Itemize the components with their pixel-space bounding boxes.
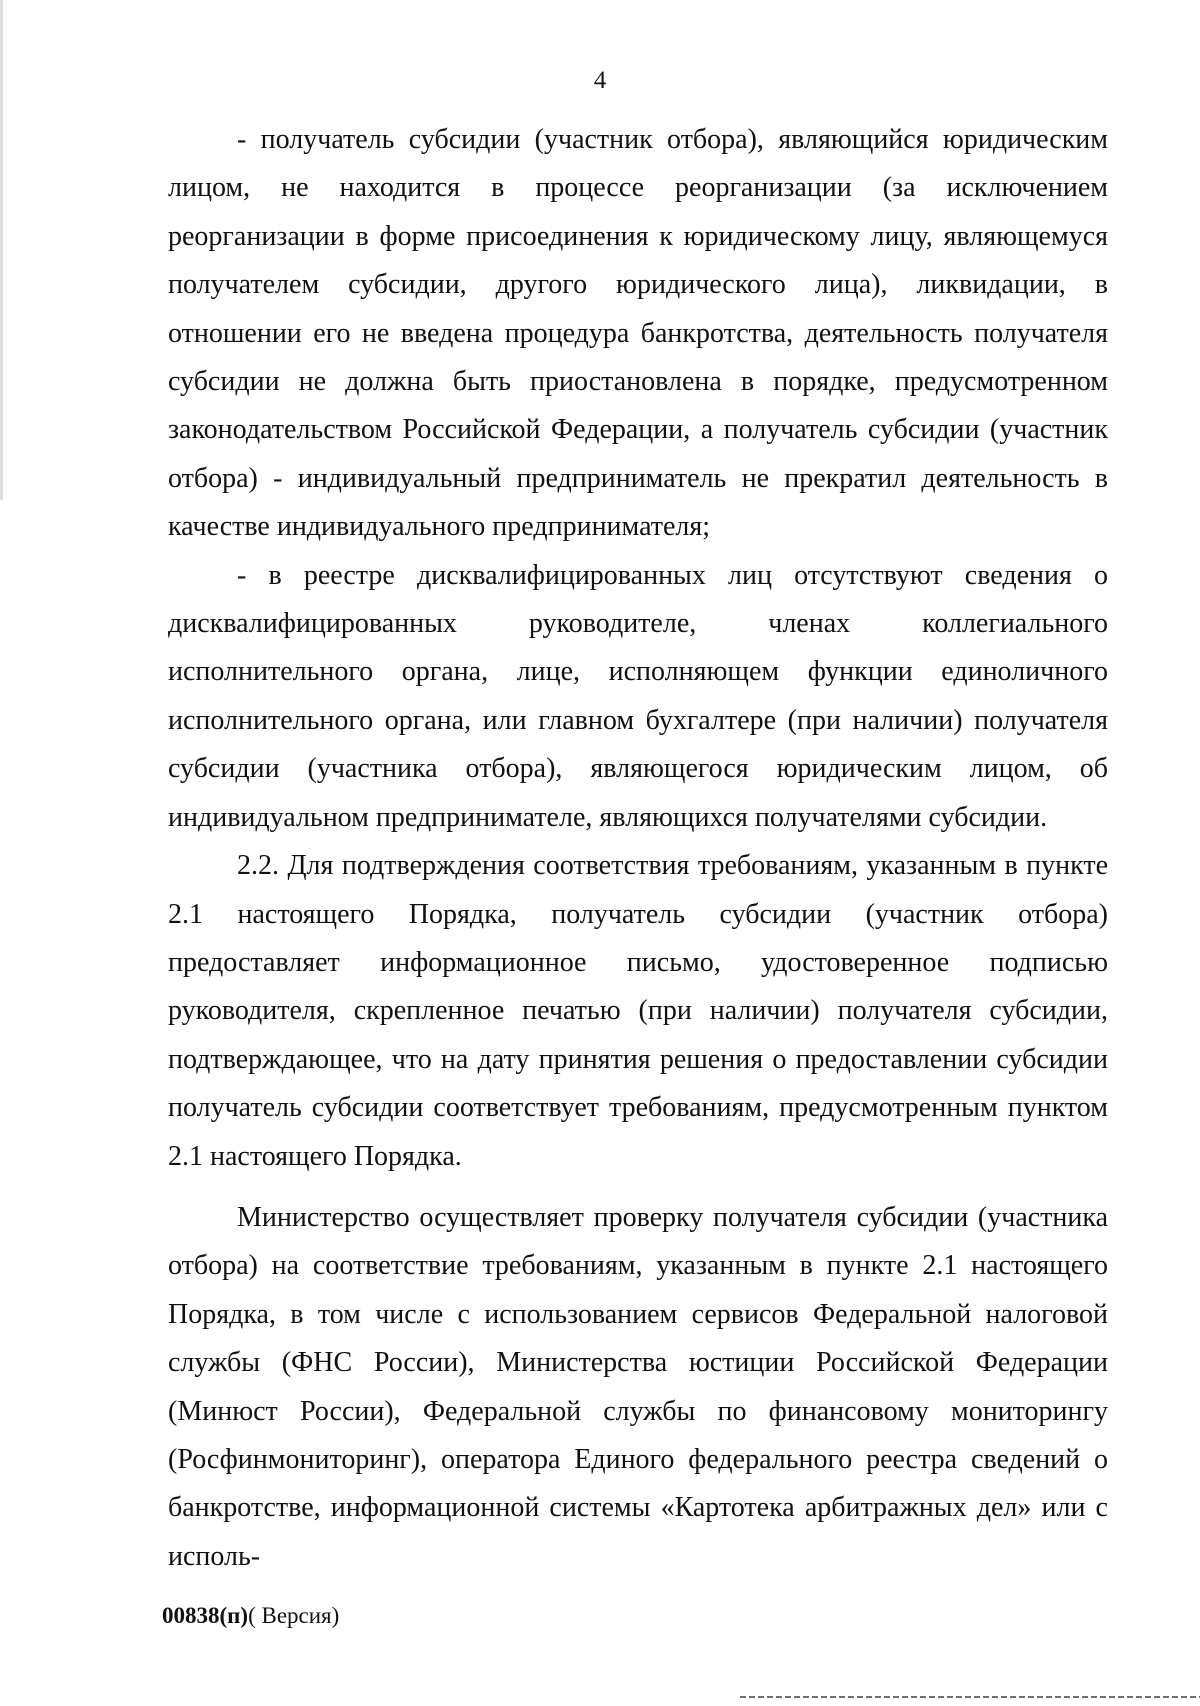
document-footer [162, 1602, 339, 1630]
paragraph-reorganization-requirement: - получатель субсидии (участник отбора), являющийся юридическим лицом, не находится в процессе реорганизации (за исключением реорганизации в форме присоединения к юридическому лицу, являющемуся получателем субсидии, другого юридического лица), ликвидации, в отношении его не введена процедура банкротства, деятельность получателя субсидии не должна быть приостановлена в порядке, предусмотренном законодательством Российской Федерации, а получатель субсидии (участник отбора) - индивидуальный предприниматель не прекратил деятельность в качестве индивидуального предпринимателя; [168, 124, 1108, 543]
scan-artifact-line [740, 1696, 1200, 1698]
paragraph-2-2-confirmation: 2.2. Для подтверждения соответствия требованиям, указанным в пункте 2.1 настоящего Порядка, получатель субсидии (участник отбора) предоставляет информационное письмо, удостоверенное подписью руководителя, скрепленное печатью (при наличии) получателя субсидии, подтверждающее, что на дату принятия решения о предоставлении субсидии получатель субсидии соответствует требованиям, предусмотренным пунктом 2.1 настоящего Порядка. [168, 850, 1108, 1172]
paragraph-disqualified-persons-requirement: - в реестре дисквалифицированных лиц отсутствуют сведения о дисквалифицированных руководителе, членах коллегиального исполнительного органа, лице, исполняющем функции единоличного исполнительного органа, или главном бухгалтере (при наличии) получателя субсидии (участника отбора), являющегося юридическим лицом, об индивидуальном предпринимателе, являющихся получателями субсидии. [168, 559, 1108, 833]
document-body [168, 116, 1108, 1581]
page-number: 4 [593, 67, 607, 94]
document-version: ( Версия) [248, 1603, 340, 1628]
paragraph-ministry-verification: Министерство осуществляет проверку получателя субсидии (участника отбора) на соответствие требованиям, указанным в пункте 2.1 настоящего Порядка, в том числе с использованием сервисов Федеральной налоговой службы (ФНС России), Министерства юстиции Российской Федерации (Минюст России), Федеральной службы по финансовому мониторингу (Росфинмониторинг), оператора Единого федерального реестра сведений о банкротстве, информационной системы «Картотека арбитражных дел» или с исполь- [168, 1201, 1108, 1572]
document-code: 00838(п) [162, 1603, 249, 1628]
